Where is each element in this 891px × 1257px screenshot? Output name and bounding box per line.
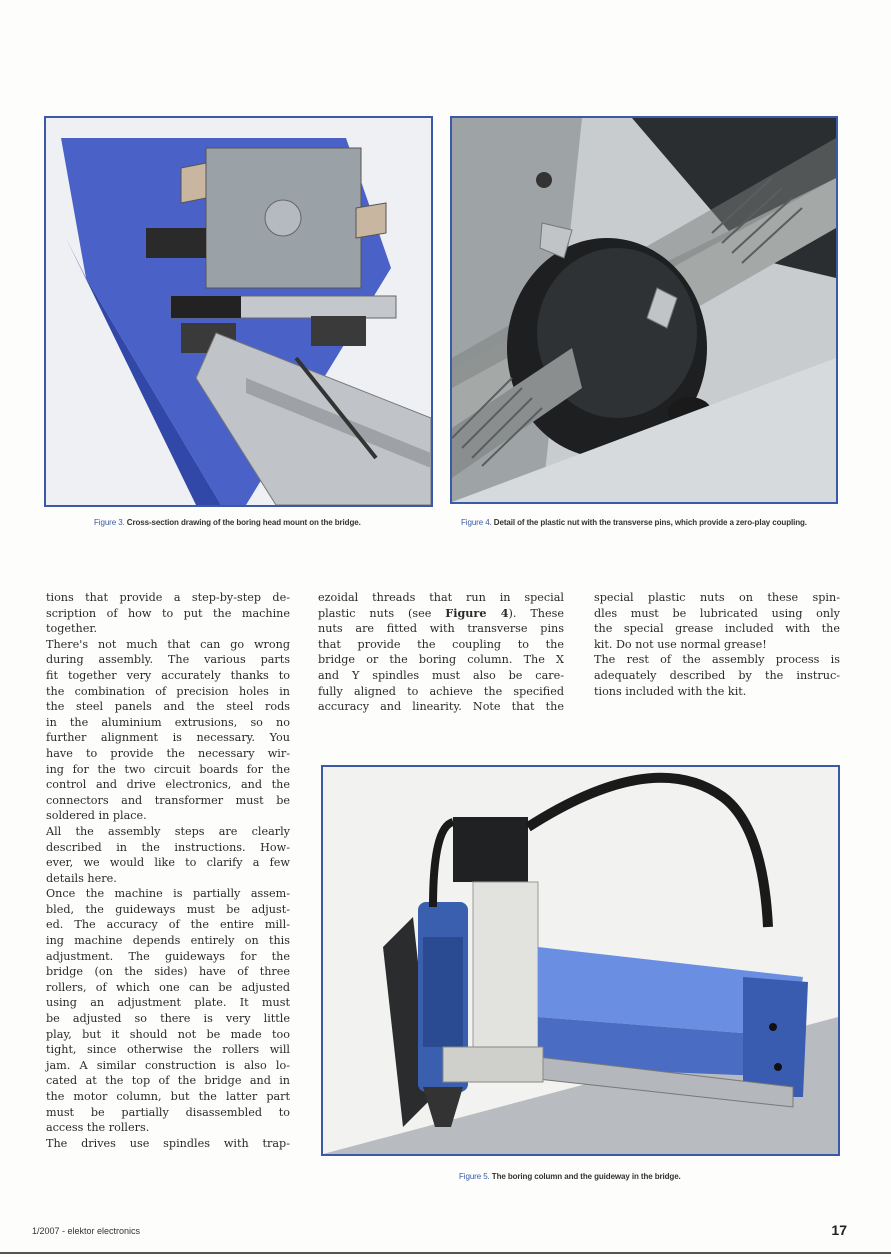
paragraph-line: must be partially disassembled to xyxy=(46,1105,290,1119)
paragraph-line: ezoidal threads that run in special xyxy=(318,591,564,604)
figure-4-caption-text: Detail of the plastic nut with the transverse pins, which provide a zero-play coupling. xyxy=(491,518,807,527)
paragraph-line: ing machine depends entirely on this xyxy=(46,934,290,948)
paragraph-line: the steel panels and the steel rods xyxy=(46,700,290,714)
paragraph-line: access the rollers. xyxy=(46,1121,150,1135)
paragraph-line: the combination of precision holes in xyxy=(46,684,290,698)
paragraph-line: the motor column, but the latter part xyxy=(46,1090,290,1103)
figure-4-label: Figure 4. xyxy=(461,518,492,527)
paragraph-line: Once the machine is partially assem- xyxy=(46,887,290,901)
paragraph-line: nuts are fitted with transverse pins xyxy=(318,622,564,636)
paragraph-line: using an adjustment plate. It must xyxy=(46,996,290,1010)
figure-5-image xyxy=(321,765,840,1156)
text-column-2 xyxy=(318,590,564,715)
paragraph-line: kit. Do not use normal grease! xyxy=(594,637,767,651)
paragraph-line: have to provide the necessary wir- xyxy=(46,746,290,760)
paragraph-line: dles must be lubricated using only xyxy=(594,606,840,620)
text-column-1 xyxy=(46,590,290,1151)
figure-5-caption-text: The boring column and the guideway in the bridge. xyxy=(489,1172,681,1181)
paragraph-line: described in the instructions. How- xyxy=(46,840,290,854)
paragraph-line: in the aluminium extrusions, so no xyxy=(46,715,290,729)
paragraph-line: bridge (on the sides) have of three xyxy=(46,965,290,979)
paragraph-line: There's not much that can go wrong xyxy=(46,637,290,651)
paragraph-line: ed. The accuracy of the entire mill- xyxy=(46,918,290,932)
paragraph-line: bled, the guideways must be adjust- xyxy=(46,902,290,916)
paragraph-line: tions included with the kit. xyxy=(594,684,747,698)
paragraph-line: jam. A similar construction is also lo- xyxy=(46,1058,290,1072)
text-run: ). These xyxy=(508,606,564,620)
figure-4-reference: Figure 4 xyxy=(445,605,509,620)
figure-5-label: Figure 5. xyxy=(459,1172,490,1181)
paragraph-line: rollers, of which one can be adjusted xyxy=(46,980,290,994)
paragraph-line: together. xyxy=(46,622,98,636)
footer-divider xyxy=(0,1252,891,1254)
paragraph-line: the special grease included with the xyxy=(594,622,840,636)
paragraph-line: cated at the top of the bridge and in xyxy=(46,1074,290,1088)
figure-4-image xyxy=(450,116,838,504)
paragraph-line: fit together very accurately thanks to xyxy=(46,668,290,682)
page-number: 17 xyxy=(831,1222,847,1238)
paragraph-line: connectors and transformer must be xyxy=(46,793,290,807)
paragraph-line: fully aligned to achieve the specified xyxy=(318,684,564,698)
paragraph-line: ever, we would like to clarify a few xyxy=(46,856,290,870)
paragraph-line: scription of how to put the machine xyxy=(46,606,290,620)
figure-5-caption xyxy=(459,1172,681,1181)
figure-3-caption-text: Cross-section drawing of the boring head mount on the bridge. xyxy=(124,518,361,527)
paragraph-line xyxy=(318,606,564,622)
paragraph-line: The drives use spindles with trap- xyxy=(46,1136,290,1150)
paragraph-line: special plastic nuts on these spin- xyxy=(594,591,840,604)
paragraph-line: play, but it should not be made too xyxy=(46,1027,290,1041)
text-run: plastic nuts (see xyxy=(318,606,446,620)
paragraph-line: tight, since otherwise the rollers will xyxy=(46,1043,290,1057)
paragraph-line: be adjusted so there is very little xyxy=(46,1012,290,1026)
paragraph-line: accuracy and linearity. Note that the xyxy=(318,700,564,714)
paragraph-line: that provide the coupling to the xyxy=(318,637,564,651)
paragraph-line: and Y spindles must also be care- xyxy=(318,668,564,682)
paragraph-line: All the assembly steps are clearly xyxy=(46,824,290,838)
paragraph-line: adequately described by the instruc- xyxy=(594,668,840,682)
paragraph-line: details here. xyxy=(46,871,117,885)
figure-3-caption xyxy=(94,518,361,527)
paragraph-line: further alignment is necessary. You xyxy=(46,731,290,745)
paragraph-line: bridge or the boring column. The X xyxy=(318,653,564,667)
text-column-3 xyxy=(594,590,840,699)
figure-4-caption xyxy=(461,518,807,527)
figure-3-label: Figure 3. xyxy=(94,518,125,527)
figure-3-image xyxy=(44,116,433,507)
paragraph-line: ing for the two circuit boards for the xyxy=(46,762,290,776)
paragraph-line: soldered in place. xyxy=(46,809,147,823)
paragraph-line: tions that provide a step-by-step de- xyxy=(46,591,290,604)
paragraph-line: during assembly. The various parts xyxy=(46,653,290,667)
paragraph-line: adjustment. The guideways for the xyxy=(46,949,290,963)
paragraph-line: control and drive electronics, and the xyxy=(46,778,290,792)
footer-issue: 1/2007 - elektor electronics xyxy=(32,1226,141,1236)
paragraph-line: The rest of the assembly process is xyxy=(594,653,840,667)
